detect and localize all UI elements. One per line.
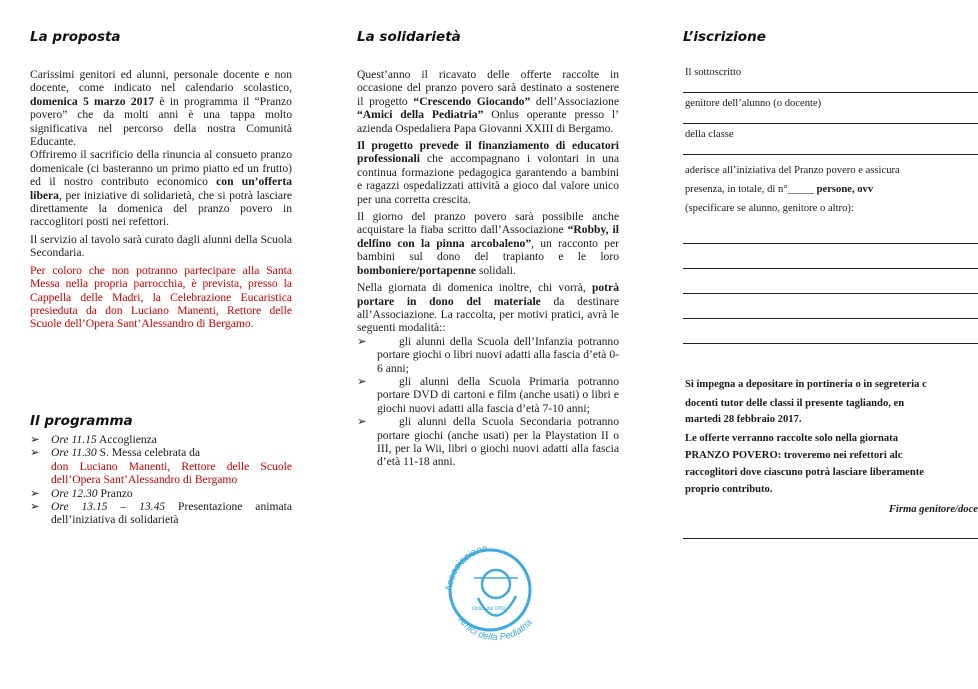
arrow-bullet-icon: ➢ [30, 433, 40, 446]
solidarieta-text [357, 68, 619, 469]
amici-della-pediatria-logo [438, 538, 550, 644]
offerte-line-1: Le offerte verranno raccolte solo nella giornata [685, 433, 898, 444]
programma-item: ➢ Ore 12.30 Pranzo [30, 486, 133, 500]
proposta-paragraph-2: Offriremo il sacrificio della rinuncia al consueto pranzo domenicale (ci basteranno un primo piatto ed un frutto) ed il nostro contributo economico con un’offerta libera, per iniziative di solidarietà, che si potrà lasciare direttamente la domenica del pranzo povero in raccoglitori posti nei refettori. [30, 148, 292, 229]
field-persone-2[interactable] [683, 268, 978, 269]
arrow-bullet-icon: ➢ [357, 334, 367, 348]
solidarieta-paragraph-2: Il progetto prevede il finanziamento di educatori professionali che accompagnano i volontari in una continua formazione pedagogica garantendo a bambini e ragazzi ospedalizzati attività a gioco dal valore unico per una corretta crescita. [357, 139, 619, 206]
adesione-line-3: (specificare se alunno, genitore o altro): [685, 203, 854, 214]
raccolta-item-secondaria: ➢ gli alunni della Scuola Secondaria potranno portare giochi (anche usati) per la Playstation II o III, per la Wii, libri o giochi nuovi adatti alla fascia d’età 11-18 anni. [357, 415, 619, 469]
field-persone-5[interactable] [683, 343, 978, 344]
impegno-line-3: martedì 28 febbraio 2017. [685, 414, 802, 425]
offerte-line-3: raccoglitori dove ciascuno potrà lasciare liberamente [685, 467, 924, 478]
solidarieta-paragraph-4: Nella giornata di domenica inoltre, chi vorrà, potrà portare in dono del materiale da destinare all’Associazione. La raccolta, per motivi pratici, avrà le seguenti modalità:: [357, 281, 619, 335]
logo-text-top: Associazione [443, 543, 489, 593]
heading-solidarieta: La solidarietà [357, 29, 461, 45]
arrow-bullet-icon: ➢ [357, 374, 367, 388]
field-firma[interactable] [683, 538, 978, 539]
field-classe[interactable] [683, 154, 978, 155]
arrow-bullet-icon: ➢ [30, 446, 40, 460]
adesione-line-2: presenza, in totale, di n°_____ persone, ovv [685, 184, 874, 195]
proposta-paragraph-4: Per coloro che non potranno partecipare alla Santa Messa nella propria parrocchia, è prevista, presso la Cappella delle Madri, la Celebrazione Eucaristica presieduta da don Luciano Manenti, Rettore delle Scuole dell’Opera Sant’Alessandro di Bergamo. [30, 263, 292, 331]
programma-list [30, 433, 292, 527]
heading-proposta: La proposta [30, 29, 121, 45]
heading-iscrizione: L’iscrizione [683, 29, 766, 45]
proposta-paragraph-3: Il servizio al tavolo sarà curato dagli alunni della Scuola Secondaria. [30, 232, 292, 260]
programma-item: ➢ Ore 11.30 S. Messa celebrata da don Luciano Manenti, Rettore delle Scuole dell’Opera Sant’Alessandro di Bergamo [30, 446, 292, 487]
arrow-bullet-icon: ➢ [30, 500, 40, 514]
firma-label: Firma genitore/doce [888, 504, 978, 515]
field-persone-3[interactable] [683, 293, 978, 294]
field-sottoscritto[interactable] [683, 92, 978, 93]
proposta-paragraph-1: Carissimi genitori ed alunni, personale docente e non docente, come indicato nel calendario scolastico, domenica 5 marzo 2017 è in programma il “Pranzo povero” che da molti anni è una tappa molto significativa nel percorso della nostra Comunità Educante. [30, 68, 292, 149]
impegno-line-2: docenti tutor delle classi il presente tagliando, en [685, 398, 905, 409]
offerte-line-4: proprio contributo. [685, 484, 773, 495]
arrow-bullet-icon: ➢ [30, 486, 40, 500]
heading-programma: Il programma [30, 413, 133, 429]
programma-item: ➢ Ore 13.15 – 13.45 Presentazione animata dell’iniziativa di solidarietà [30, 500, 293, 527]
adesione-line-1: aderisce all’iniziativa del Pranzo povero e assicura [685, 165, 900, 176]
field-genitore[interactable] [683, 123, 978, 124]
raccolta-item-infanzia: ➢ gli alunni della Scuola dell’Infanzia potranno portare giochi o libri nuovi adatti alla fascia d’età 0-6 anni; [357, 334, 619, 375]
arrow-bullet-icon: ➢ [357, 415, 367, 429]
impegno-line-1: Si impegna a depositare in portineria o in segreteria c [685, 379, 927, 390]
label-sottoscritto: Il sottoscritto [685, 67, 742, 78]
field-numero-persone[interactable]: _____ [787, 184, 814, 195]
field-persone-1[interactable] [683, 243, 978, 244]
logo-onlus: Onlus dal 1992 [472, 606, 506, 612]
solidarieta-paragraph-1: Quest’anno il ricavato delle offerte raccolte in occasione del pranzo povero sarà destinato a sostenere il progetto “Crescendo Giocando” dell’Associazione “Amici della Pediatria” Onlus operante presso l’ azienda Ospedaliera Papa Giovanni XXIII di Bergamo. [357, 68, 619, 135]
programma-item: ➢ Ore 11.15 Accoglienza [30, 433, 157, 446]
raccolta-item-primaria: ➢ gli alunni della Scuola Primaria potranno portare DVD di cartoni e film (anche usati) o libri e giochi nuovi adatti alla fascia d’età 7-10 anni; [357, 374, 619, 415]
proposta-text [30, 68, 292, 331]
field-persone-4[interactable] [683, 318, 978, 319]
iscrizione-form [683, 62, 978, 542]
solidarieta-paragraph-3: Il giorno del pranzo povero sarà possibile anche acquistare la fiaba scritto dall’Associazione “Robby, il delfino con la pinna arcobaleno”, un racconto per bambini sul dono del trapianto e le loro bomboniere/portapenne solidali. [357, 210, 619, 277]
logo-text-bottom: Amici della Pediatria [455, 615, 535, 644]
offerte-line-2: PRANZO POVERO: troveremo nei refettori alc [685, 450, 903, 461]
label-classe: della classe [685, 129, 734, 140]
label-genitore: genitore dell’alunno (o docente) [685, 98, 822, 109]
